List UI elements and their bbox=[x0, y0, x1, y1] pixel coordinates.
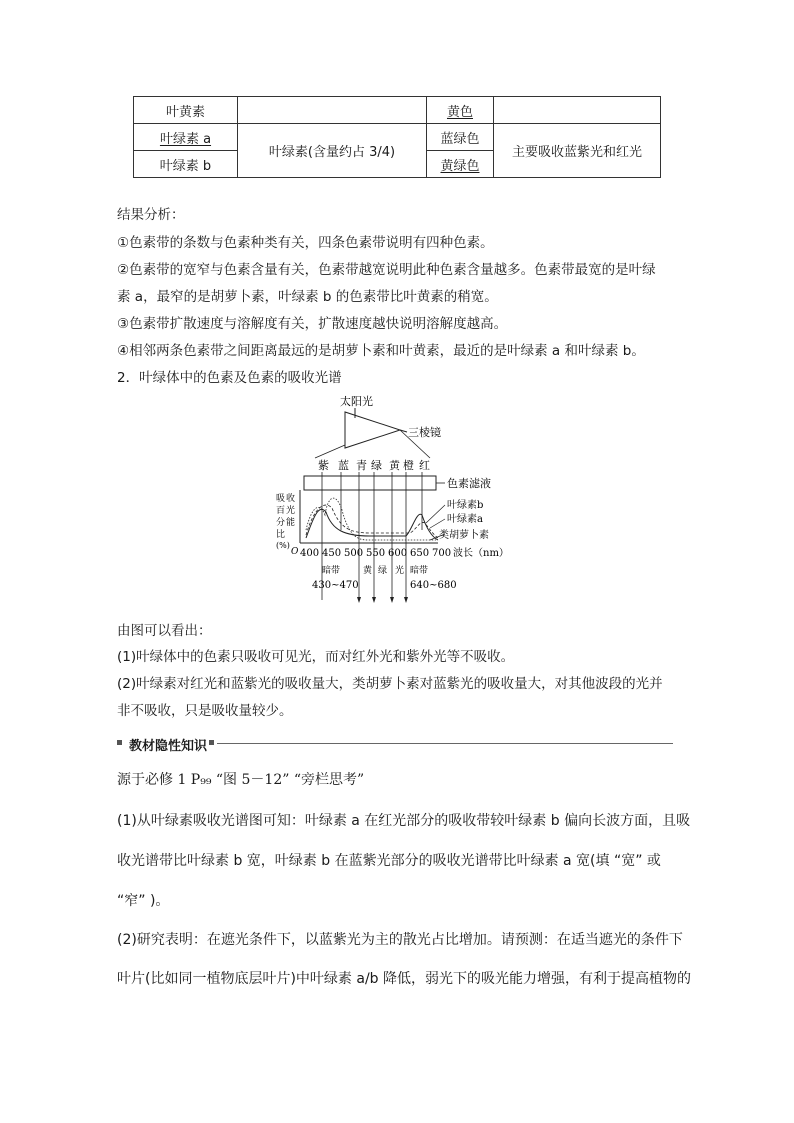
y-axis-char: (%) bbox=[276, 541, 290, 550]
legend-carotenoid: 类胡萝卜素 bbox=[439, 530, 489, 541]
question-2: (2)研究表明：在遮光条件下，以蓝紫光为主的散光占比增加。请预测：在适当遮光的条件下 bbox=[117, 932, 683, 948]
y-axis-label bbox=[276, 492, 295, 550]
analysis-point-3: ③色素带扩散速度与溶解度有关，扩散速度越快说明溶解度越高。 bbox=[117, 316, 508, 332]
x-axis-ticks bbox=[300, 548, 451, 559]
absorption-spectrum-diagram bbox=[270, 390, 510, 605]
y-axis-char: 吸 bbox=[276, 494, 286, 504]
y-axis-char: 光 bbox=[286, 506, 296, 516]
table-row bbox=[134, 97, 661, 124]
x-axis-label: 波长（nm） bbox=[453, 548, 509, 559]
color-label: 青 bbox=[356, 459, 367, 472]
question-1: (1)从叶绿素吸收光谱图可知：叶绿素 a 在红光部分的吸收带较叶绿素 b 偏向长波方面，且吸 bbox=[117, 813, 691, 829]
pigment-table bbox=[133, 96, 661, 178]
sunlight-label: 太阳光 bbox=[340, 395, 373, 408]
y-axis-char: 收 bbox=[286, 494, 296, 504]
chlorophyll-a-curve bbox=[306, 509, 438, 540]
prism-label: 三棱镜 bbox=[408, 426, 441, 439]
table-cell: 叶绿素 b bbox=[134, 151, 238, 178]
filter-box bbox=[304, 476, 436, 490]
square-marker-icon bbox=[117, 740, 122, 745]
dark-band-2-label: 暗带 bbox=[410, 566, 429, 576]
origin-label: O bbox=[291, 547, 299, 557]
table-cell-text: 主要吸收蓝紫光和红光 bbox=[511, 145, 642, 160]
color-label: 绿 bbox=[371, 459, 382, 472]
table-cell bbox=[238, 97, 427, 124]
band-label: 黄 bbox=[363, 566, 373, 576]
x-tick: 550 bbox=[366, 548, 386, 559]
color-labels bbox=[318, 458, 430, 472]
question-1-end: “窄” )。 bbox=[117, 893, 170, 909]
color-label: 蓝 bbox=[338, 459, 349, 472]
section-2-title: 2．叶绿体中的色素及色素的吸收光谱 bbox=[117, 370, 342, 386]
analysis-point-2-cont: 素 a，最窄的是胡萝卜素，叶绿素 b 的色素带比叶黄素的稍宽。 bbox=[117, 289, 498, 305]
legend-chlorophyll-a: 叶绿素a bbox=[447, 514, 483, 525]
question-1-cont: 收光谱带比叶绿素 b 宽，叶绿素 b 在蓝紫光部分的吸收光谱带比叶绿素 a 宽(填 “宽” 或 bbox=[117, 853, 661, 869]
dark-band-1-range: 430~470 bbox=[312, 580, 359, 591]
table-cell bbox=[427, 151, 494, 178]
table-cell bbox=[494, 124, 661, 178]
square-marker-icon bbox=[209, 740, 214, 745]
table-cell bbox=[134, 124, 238, 151]
analysis-point-4: ④相邻两条色素带之间距离最远的是胡萝卜素和叶黄素，最近的是叶绿素 a 和叶绿素 b。 bbox=[117, 343, 645, 359]
color-label: 橙 bbox=[403, 459, 414, 472]
dark-band-1-label: 暗带 bbox=[322, 566, 341, 576]
band-label: 绿 bbox=[378, 566, 388, 576]
table-cell bbox=[494, 97, 661, 124]
conclusion-heading: 由图可以看出： bbox=[117, 623, 212, 639]
table-cell: 蓝绿色 bbox=[427, 124, 494, 151]
y-axis-char: 能 bbox=[286, 518, 296, 528]
carotenoid-curve bbox=[306, 498, 436, 540]
analysis-point-2: ②色素带的宽窄与色素含量有关，色素带越宽说明此种色素含量越多。色素带最宽的是叶绿 bbox=[117, 262, 656, 278]
x-tick: 700 bbox=[432, 548, 452, 559]
conclusion-point-1: (1)叶绿体中的色素只吸收可见光，而对红外光和紫外光等不吸收。 bbox=[117, 649, 515, 665]
table-cell-text: 黄色 bbox=[446, 104, 473, 120]
section-rule bbox=[217, 743, 673, 744]
section-hidden-knowledge bbox=[117, 736, 673, 752]
y-axis-char: 百 bbox=[276, 506, 286, 516]
dark-band-2-range: 640~680 bbox=[410, 580, 457, 591]
section-label: 教材隐性知识 bbox=[129, 739, 208, 754]
prism-shape bbox=[345, 412, 400, 448]
x-tick: 400 bbox=[300, 548, 320, 559]
table-row bbox=[134, 124, 661, 151]
table-cell bbox=[427, 97, 494, 124]
conclusion-point-2: (2)叶绿素对红光和蓝紫光的吸收量大，类胡萝卜素对蓝紫光的吸收量大，对其他波段的光并 bbox=[117, 676, 663, 692]
color-label: 紫 bbox=[318, 459, 329, 472]
band-label: 光 bbox=[395, 566, 405, 576]
question-2-cont: 叶片(比如同一植物底层叶片)中叶绿素 a/b 降低，弱光下的吸光能力增强，有利于提高植物的 bbox=[117, 971, 692, 987]
x-tick: 450 bbox=[322, 548, 342, 559]
legend-chlorophyll-b: 叶绿素b bbox=[447, 500, 484, 511]
x-tick: 500 bbox=[344, 548, 364, 559]
y-axis-char: 分 bbox=[276, 518, 286, 528]
y-axis-char: 比 bbox=[276, 530, 286, 540]
table-cell-text: 黄绿色 bbox=[440, 158, 480, 174]
conclusion-point-2-cont: 非不吸收，只是吸收量较少。 bbox=[117, 703, 293, 719]
analysis-heading: 结果分析： bbox=[117, 207, 185, 223]
table-cell-text: 叶绿素 a bbox=[159, 131, 212, 147]
x-tick: 600 bbox=[388, 548, 408, 559]
color-label: 黄 bbox=[389, 459, 400, 472]
x-tick: 650 bbox=[410, 548, 430, 559]
table-cell: 叶黄素 bbox=[134, 97, 238, 124]
color-label: 红 bbox=[419, 459, 430, 472]
analysis-point-1: ①色素带的条数与色素种类有关，四条色素带说明有四种色素。 bbox=[117, 235, 494, 251]
filter-label: 色素滤液 bbox=[447, 477, 491, 490]
table-cell: 叶绿素(含量约占 3/4) bbox=[238, 124, 427, 178]
source-note: 源于必修 1 P₉₉ “图 5－12” “旁栏思考” bbox=[117, 772, 365, 788]
